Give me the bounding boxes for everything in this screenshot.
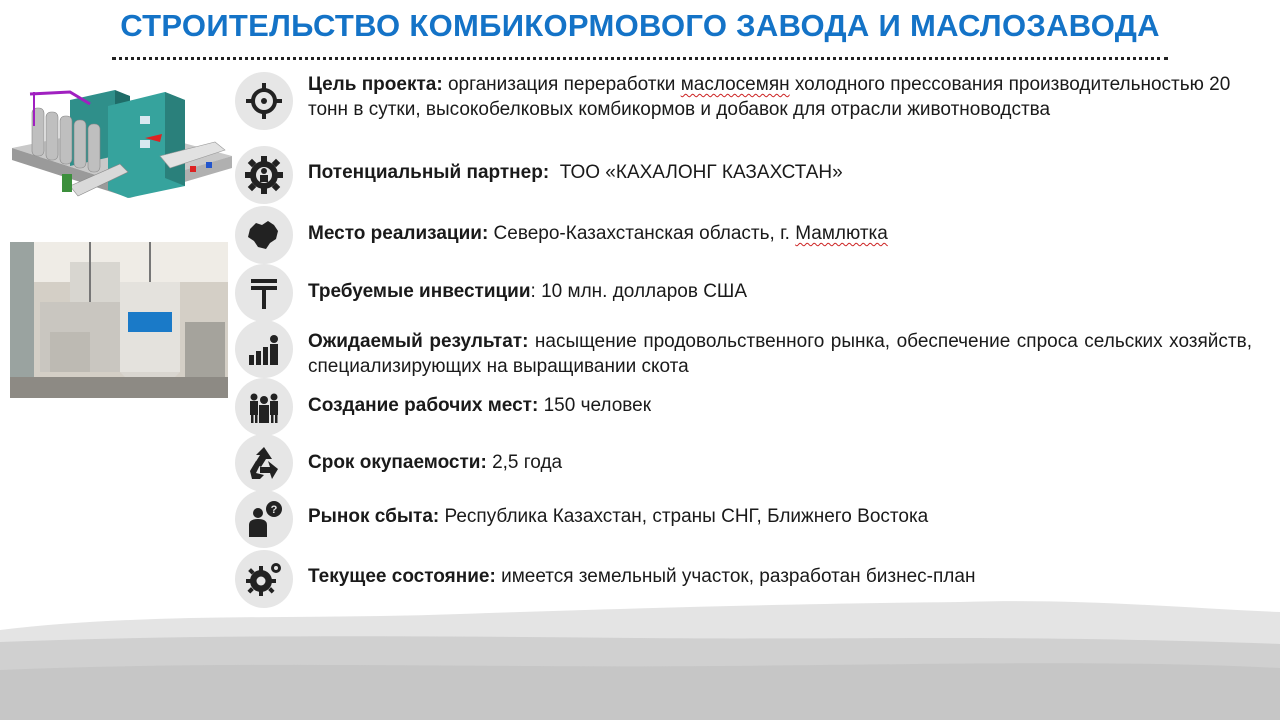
goal-text-after: холодного прессования производительностью 20 тонн в сутки, высокобелковых комбикормов и добавок для отрасли животноводства (308, 74, 1231, 120)
investment-text: : 10 млн. долларов США (530, 281, 748, 302)
location-label: Место реализации: (308, 223, 489, 244)
goal-text-before: организация переработки (442, 74, 681, 95)
partner-label: Потенциальный партнер: (308, 162, 550, 183)
payback-text: 2,5 года (486, 452, 563, 473)
jobs-item (308, 393, 1252, 418)
result-label: Ожидаемый результат: (308, 331, 529, 352)
jobs-text: 150 человек (538, 395, 652, 416)
page-title: СТРОИТЕЛЬСТВО КОМБИКОРМОВОГО ЗАВОДА И МАСЛОЗАВОДА (120, 8, 1160, 43)
location-city: Мамлютка (795, 223, 888, 244)
status-label: Текущее состояние: (308, 566, 496, 587)
target-icon (235, 72, 293, 130)
location-text: Северо-Казахстанская область, г. (488, 223, 796, 244)
market-label: Рынок сбыта: (308, 506, 440, 527)
person-question-icon (235, 490, 293, 548)
market-item (308, 504, 1252, 529)
partner-text: ТОО «КАХАЛОНГ КАЗАХСТАН» (549, 162, 843, 183)
plant-3d-model-image (10, 86, 232, 228)
map-region-icon (235, 206, 293, 264)
tenge-icon (235, 264, 293, 322)
result-text: насыщение продовольственного рынка, обеспечение спроса сельских хозяйств, специализирующих на выращивании скота (308, 331, 1252, 377)
investment-item (308, 279, 1252, 304)
gear-person-icon (235, 146, 293, 204)
market-text: Республика Казахстан, страны СНГ, Ближнего Востока (439, 506, 929, 527)
result-item (308, 329, 1252, 379)
payback-item (308, 450, 1252, 475)
payback-label: Срок окупаемости: (308, 452, 487, 473)
title-divider (112, 57, 1168, 60)
location-item (308, 221, 1252, 246)
investment-label: Требуемые инвестиции (308, 281, 531, 302)
factory-interior-photo (10, 242, 228, 398)
status-item (308, 564, 1252, 589)
jobs-label: Создание рабочих мест: (308, 395, 539, 416)
svg-text:?: ? (270, 504, 278, 516)
status-text: имеется земельный участок, разработан бизнес-план (495, 566, 976, 587)
goal-label: Цель проекта: (308, 74, 443, 95)
recycle-icon (235, 434, 293, 492)
goal-item (308, 72, 1252, 122)
decorative-hills (0, 590, 1280, 720)
people-group-icon (235, 378, 293, 436)
partner-item (308, 160, 1252, 185)
goal-underlined-word: маслосемян (680, 74, 790, 95)
growth-chart-icon (235, 320, 293, 378)
